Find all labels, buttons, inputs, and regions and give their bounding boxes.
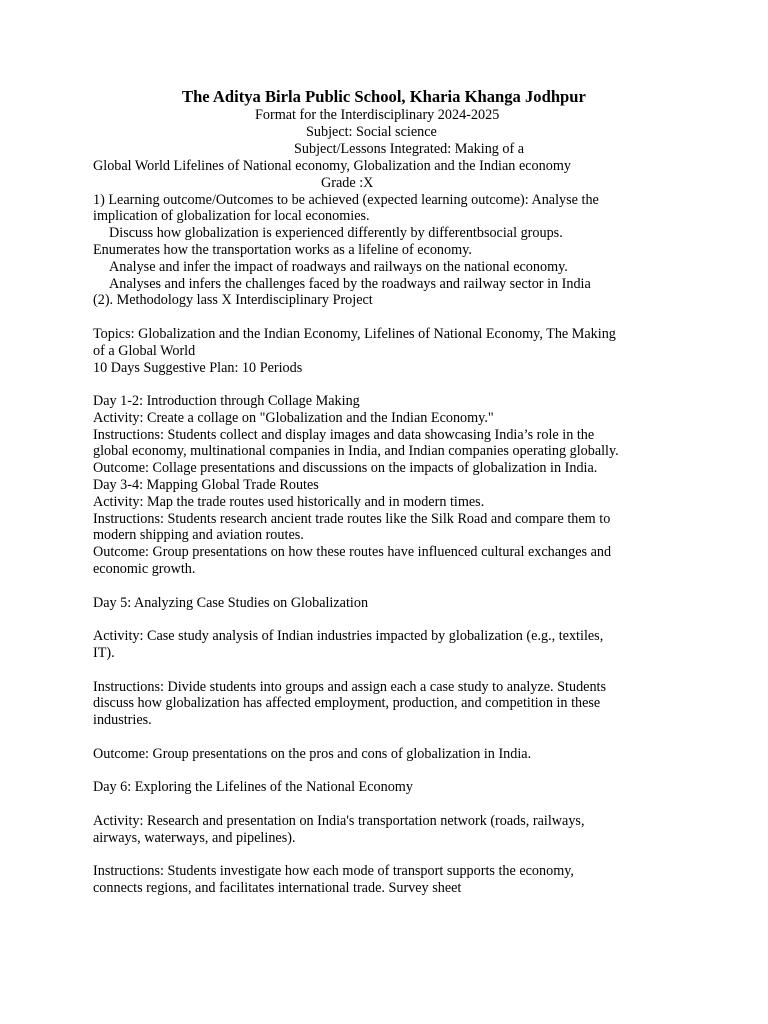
day12-instructions-1: Instructions: Students collect and display images and data showcasing India’s role in the bbox=[93, 427, 595, 443]
plan-line: 10 Days Suggestive Plan: 10 Periods bbox=[93, 360, 303, 376]
topics-line-1: Topics: Globalization and the Indian Economy, Lifelines of National Economy, The Making bbox=[93, 326, 616, 342]
methodology-line: (2). Methodology lass X Interdisciplinary Project bbox=[93, 292, 373, 308]
topics-line-2: of a Global World bbox=[93, 343, 196, 359]
day5-outcome: Outcome: Group presentations on the pros and cons of globalization in India. bbox=[93, 746, 532, 762]
day12-instructions-2: global economy, multinational companies in India, and Indian companies operating globally. bbox=[93, 443, 619, 459]
format-line: Format for the Interdisciplinary 2024-2025 bbox=[255, 107, 500, 123]
outcome-line-6: Analyses and infers the challenges faced by the roadways and railway sector in India bbox=[109, 276, 591, 292]
day5-activity-2: IT). bbox=[93, 645, 115, 661]
day5-activity-1: Activity: Case study analysis of Indian industries impacted by globalization (e.g., textiles, bbox=[93, 628, 604, 644]
outcome-line-1: 1) Learning outcome/Outcomes to be achieved (expected learning outcome): Analyse the bbox=[93, 192, 599, 208]
lessons-line-2: Global World Lifelines of National economy, Globalization and the Indian economy bbox=[93, 158, 571, 174]
day34-outcome-2: economic growth. bbox=[93, 561, 196, 577]
day6-instructions-2: connects regions, and facilitates international trade. Survey sheet bbox=[93, 880, 462, 896]
outcome-line-4: Enumerates how the transportation works as a lifeline of economy. bbox=[93, 242, 472, 258]
day5-instructions-1: Instructions: Divide students into groups and assign each a case study to analyze. Students bbox=[93, 679, 607, 695]
day34-heading: Day 3-4: Mapping Global Trade Routes bbox=[93, 477, 319, 493]
day6-heading: Day 6: Exploring the Lifelines of the National Economy bbox=[93, 779, 413, 795]
day5-instructions-3: industries. bbox=[93, 712, 152, 728]
day5-heading: Day 5: Analyzing Case Studies on Globalization bbox=[93, 595, 369, 611]
school-title: The Aditya Birla Public School, Kharia Khanga Jodhpur bbox=[182, 87, 586, 106]
day34-instructions-2: modern shipping and aviation routes. bbox=[93, 527, 304, 543]
grade-line: Grade :X bbox=[321, 175, 374, 191]
day34-instructions-1: Instructions: Students research ancient trade routes like the Silk Road and compare them to bbox=[93, 511, 611, 527]
subject-line: Subject: Social science bbox=[306, 124, 437, 140]
day12-activity: Activity: Create a collage on "Globalization and the Indian Economy." bbox=[93, 410, 494, 426]
outcome-line-5: Analyse and infer the impact of roadways and railways on the national economy. bbox=[109, 259, 568, 275]
day12-heading: Day 1-2: Introduction through Collage Making bbox=[93, 393, 360, 409]
day34-activity: Activity: Map the trade routes used historically and in modern times. bbox=[93, 494, 485, 510]
outcome-line-3: Discuss how globalization is experienced differently by differentbsocial groups. bbox=[109, 225, 563, 241]
day5-instructions-2: discuss how globalization has affected employment, production, and competition in these bbox=[93, 695, 601, 711]
day6-instructions-1: Instructions: Students investigate how each mode of transport supports the economy, bbox=[93, 863, 574, 879]
day6-activity-1: Activity: Research and presentation on India's transportation network (roads, railways, bbox=[93, 813, 585, 829]
lessons-line-1: Subject/Lessons Integrated: Making of a bbox=[294, 141, 525, 157]
day12-outcome: Outcome: Collage presentations and discussions on the impacts of globalization in India. bbox=[93, 460, 598, 476]
day34-outcome-1: Outcome: Group presentations on how these routes have influenced cultural exchanges and bbox=[93, 544, 612, 560]
outcome-line-2: implication of globalization for local economies. bbox=[93, 208, 370, 224]
day6-activity-2: airways, waterways, and pipelines). bbox=[93, 830, 296, 846]
